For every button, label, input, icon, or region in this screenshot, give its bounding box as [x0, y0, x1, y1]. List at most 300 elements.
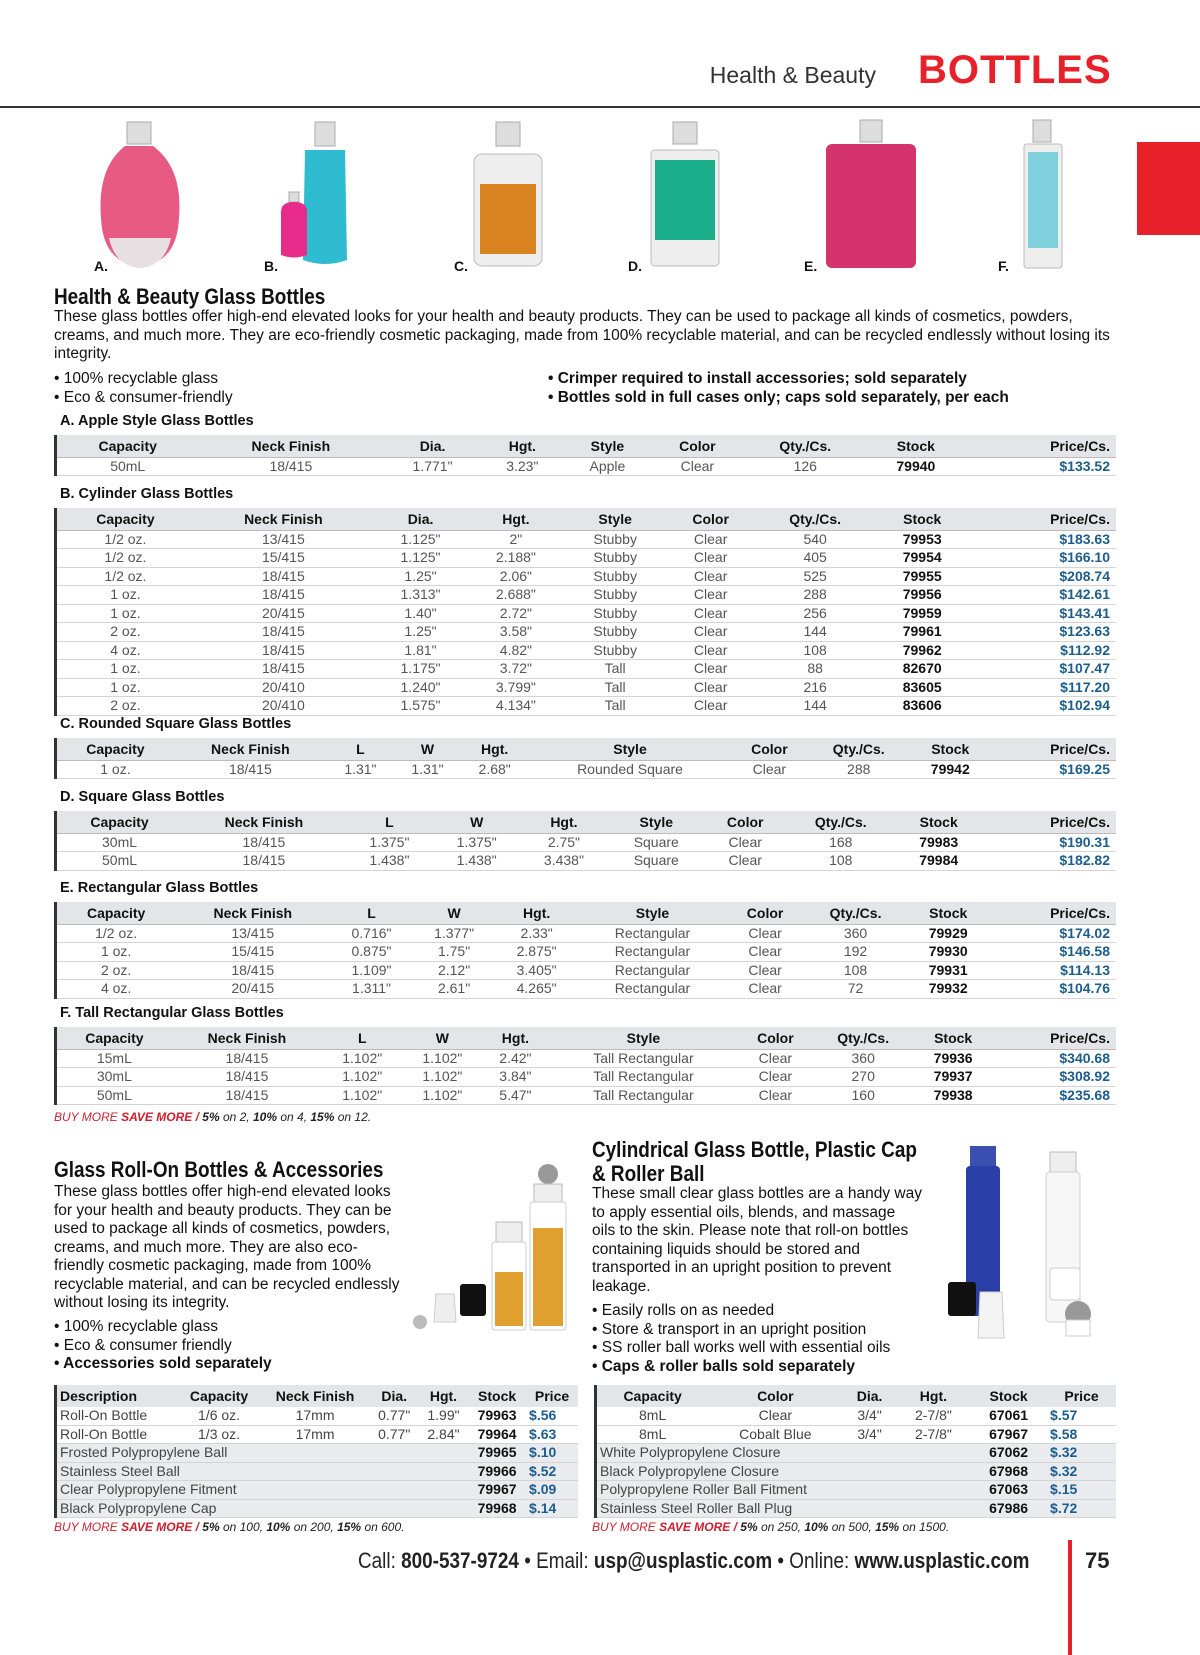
bottle-image-b — [275, 120, 365, 270]
table-cell: Tall Rectangular — [548, 1086, 738, 1105]
column-header: Hgt. — [520, 811, 607, 833]
contact-footer: Call: 800-537-9724 • Email: usp@usplastic.com • Online: www.usplastic.com — [358, 1548, 1030, 1573]
column-header: Capacity — [178, 1385, 261, 1407]
table-cell: 108 — [803, 961, 908, 980]
table-cell: Tall — [564, 660, 667, 679]
table-cell: 67063 — [970, 1481, 1047, 1500]
table-cell: $235.68 — [992, 1086, 1116, 1105]
column-header: Color — [727, 902, 803, 924]
table-cell: 3.799" — [468, 678, 563, 697]
side-tab — [1137, 142, 1200, 235]
table-cell: Apple — [563, 457, 652, 476]
table-cell: 15/415 — [194, 549, 373, 568]
table-cell: Clear — [667, 623, 755, 642]
column-header: Neck Finish — [172, 1027, 322, 1049]
accessory-row — [56, 1481, 579, 1500]
table-cell: Clear — [738, 1086, 812, 1105]
table-cell: Stainless Steel Ball — [56, 1462, 469, 1481]
table-cell: 18/415 — [194, 567, 373, 586]
table-cell: $.09 — [526, 1481, 578, 1500]
table-header-row — [56, 811, 1117, 833]
table-row — [56, 1068, 1117, 1087]
table-cell: 1.240" — [373, 678, 468, 697]
table-cell: Frosted Polypropylene Ball — [56, 1444, 469, 1463]
table-cell: $.32 — [1047, 1444, 1116, 1463]
column-header: Price/Cs. — [988, 902, 1116, 924]
table-cell: 1/2 oz. — [56, 567, 194, 586]
table-cell: Clear — [727, 980, 803, 999]
table-cell: Stubby — [564, 530, 667, 549]
table-cell: 144 — [755, 697, 876, 716]
table-cell: 8mL — [596, 1407, 709, 1425]
cylindrical-title-line1: Cylindrical Glass Bottle, Plastic Cap — [592, 1137, 917, 1162]
accessory-row — [596, 1462, 1117, 1481]
table-cell: 83606 — [876, 697, 969, 716]
table-cell: $104.76 — [988, 980, 1116, 999]
table-cell: 17mm — [261, 1407, 370, 1425]
table-header-row — [56, 1027, 1117, 1049]
column-header: Color — [708, 1385, 842, 1407]
column-header: Dia. — [370, 1385, 419, 1407]
table-cell: 79968 — [468, 1499, 526, 1518]
table-cell: Clear — [738, 1068, 812, 1087]
feature-item: • 100% recyclable glass — [54, 1318, 272, 1337]
table-cell: 79962 — [876, 641, 969, 660]
feature-item: • Bottles sold in full cases only; caps sold separately, per each — [548, 389, 1009, 408]
table-row — [56, 943, 1117, 962]
phone-link[interactable]: 800-537-9724 — [401, 1548, 519, 1573]
table-cell: 50mL — [56, 852, 183, 871]
table-cell: Stubby — [564, 604, 667, 623]
column-header: Neck Finish — [198, 435, 383, 457]
column-header: Dia. — [383, 435, 482, 457]
table-cell: 3.72" — [468, 660, 563, 679]
table-cell: $143.41 — [969, 604, 1116, 623]
feature-item: • Store & transport in an upright position — [592, 1321, 890, 1340]
table-cell: 1.102" — [402, 1086, 482, 1105]
table-row — [56, 697, 1117, 716]
spec-table-f — [54, 1027, 1116, 1105]
table-cell: $.56 — [526, 1407, 578, 1425]
column-header: Style — [578, 902, 727, 924]
table-cell: 360 — [812, 1049, 914, 1068]
column-header: Capacity — [56, 902, 176, 924]
table-cell: 1.313" — [373, 586, 468, 605]
table-cell: 3.405" — [495, 961, 578, 980]
table-cell: Clear — [708, 1407, 842, 1425]
table-cell: 1.102" — [402, 1068, 482, 1087]
table-cell: 18/415 — [172, 1086, 322, 1105]
column-header: Style — [563, 435, 652, 457]
promo-main: BUY MORE SAVE MORE / 5% on 2, 10% on 4, 15% on 12. — [54, 1110, 372, 1124]
accessory-row — [56, 1499, 579, 1518]
table-cell: 1 oz. — [56, 943, 176, 962]
table-row — [56, 660, 1117, 679]
table-cell: $166.10 — [969, 549, 1116, 568]
table-cell: Stainless Steel Roller Ball Plug — [596, 1499, 971, 1518]
table-cell: Square — [608, 833, 705, 852]
table-cell: Clear — [667, 678, 755, 697]
table-row — [56, 623, 1117, 642]
table-cell: 3.23" — [482, 457, 563, 476]
bottle-image-e — [820, 118, 920, 273]
table-cell: 1.102" — [322, 1068, 402, 1087]
table-header-row — [56, 435, 1117, 457]
column-header: Neck Finish — [182, 811, 346, 833]
table-cell: 79956 — [876, 586, 969, 605]
rollon-feature-list — [54, 1318, 272, 1374]
table-cell: $.32 — [1047, 1462, 1116, 1481]
column-header: Stock — [876, 508, 969, 530]
table-cell: 18/415 — [182, 833, 346, 852]
table-cell: 4.134" — [468, 697, 563, 716]
column-header: Color — [705, 811, 785, 833]
feature-item: • 100% recyclable glass — [54, 370, 233, 389]
section-label: Health & Beauty — [709, 62, 876, 88]
bottle-label-c: C. — [454, 258, 468, 274]
table-row — [56, 586, 1117, 605]
table-row — [56, 641, 1117, 660]
table-cell: Polypropylene Roller Ball Fitment — [596, 1481, 971, 1500]
table-cell: 79963 — [468, 1407, 526, 1425]
table-cell: 2.68" — [461, 760, 528, 779]
cylindrical-feature-list — [592, 1302, 890, 1376]
table-cell: 144 — [755, 623, 876, 642]
table-cell: Tall — [564, 678, 667, 697]
table-cell: $146.58 — [988, 943, 1116, 962]
table-cell: 1 oz. — [56, 678, 194, 697]
table-row — [56, 604, 1117, 623]
table-cell: 168 — [785, 833, 896, 852]
column-header: Qty./Cs. — [803, 902, 908, 924]
table-cell: $182.82 — [981, 852, 1116, 871]
column-header: Style — [608, 811, 705, 833]
table-cell: 2.188" — [468, 549, 563, 568]
table-cell: 2.42" — [482, 1049, 548, 1068]
column-header: Style — [548, 1027, 738, 1049]
table-cell: Clear — [738, 1049, 812, 1068]
table-cell: $208.74 — [969, 567, 1116, 586]
table-cell: 1 oz. — [56, 604, 194, 623]
table-cell: 1.375" — [433, 833, 520, 852]
column-header: W — [394, 738, 461, 760]
table-row — [596, 1407, 1117, 1425]
table-row — [56, 567, 1117, 586]
table-cell: 2.75" — [520, 833, 607, 852]
table-cell: $142.61 — [969, 586, 1116, 605]
table-cell: 0.77" — [370, 1425, 419, 1444]
table-cell: $174.02 — [988, 924, 1116, 943]
table-cell: 2-7/8" — [897, 1407, 970, 1425]
column-header: Capacity — [596, 1385, 709, 1407]
table-cell: 18/415 — [194, 623, 373, 642]
table-cell: Clear — [667, 697, 755, 716]
table-cell: Roll-On Bottle — [56, 1407, 178, 1425]
bottle-image-a — [95, 118, 185, 273]
promo-rollon: BUY MORE SAVE MORE / 5% on 100, 10% on 200, 15% on 600. — [54, 1520, 405, 1534]
table-cell: 1.125" — [373, 530, 468, 549]
table-cell: 3.438" — [520, 852, 607, 871]
table-header-row — [56, 902, 1117, 924]
table-cell: $102.94 — [969, 697, 1116, 716]
accessory-row — [56, 1462, 579, 1481]
column-header: Color — [732, 738, 807, 760]
column-header: L — [330, 902, 413, 924]
table-row — [56, 1086, 1117, 1105]
column-header: Capacity — [56, 811, 183, 833]
table-cell: Rectangular — [578, 961, 727, 980]
table-cell: Clear — [667, 641, 755, 660]
table-cell: 2-7/8" — [897, 1425, 970, 1444]
table-cell: 216 — [755, 678, 876, 697]
table-cell: $183.63 — [969, 530, 1116, 549]
table-cell: Rounded Square — [528, 760, 732, 779]
table-cell: Rectangular — [578, 943, 727, 962]
table-cell: 79955 — [876, 567, 969, 586]
column-header: Hgt. — [897, 1385, 970, 1407]
spec-table-e — [54, 902, 1116, 999]
table-cell: 1.438" — [433, 852, 520, 871]
column-header: Stock — [910, 738, 990, 760]
table-title-c: C. Rounded Square Glass Bottles — [60, 716, 292, 732]
bottle-image-f — [1018, 118, 1068, 273]
table-cell: 1 oz. — [56, 760, 174, 779]
feature-item: • Accessories sold separately — [54, 1355, 272, 1374]
table-cell: 79961 — [876, 623, 969, 642]
table-cell: 79964 — [468, 1425, 526, 1444]
table-cell: 67967 — [970, 1425, 1047, 1444]
table-cell: 1.771" — [383, 457, 482, 476]
table-header-row — [596, 1385, 1117, 1407]
table-cell: 108 — [785, 852, 896, 871]
table-cell: 1.311" — [330, 980, 413, 999]
feature-item: • Eco & consumer-friendly — [54, 389, 233, 408]
table-header-row — [56, 738, 1117, 760]
table-cell: 3.58" — [468, 623, 563, 642]
table-cell: $.63 — [526, 1425, 578, 1444]
table-cell: Clear — [705, 833, 785, 852]
table-row — [56, 833, 1117, 852]
table-cell: 2 oz. — [56, 961, 176, 980]
table-cell: 79954 — [876, 549, 969, 568]
table-row — [56, 852, 1117, 871]
table-cell: 1.99" — [419, 1407, 468, 1425]
table-cell: $107.47 — [969, 660, 1116, 679]
bottle-label-d: D. — [628, 258, 642, 274]
table-cell: 288 — [807, 760, 911, 779]
table-cell: Tall Rectangular — [548, 1049, 738, 1068]
column-header: Capacity — [56, 1027, 172, 1049]
table-cell: $.15 — [1047, 1481, 1116, 1500]
column-header: Hgt. — [468, 508, 563, 530]
table-cell: 288 — [755, 586, 876, 605]
table-cell: 4 oz. — [56, 980, 176, 999]
feature-item: • Easily rolls on as needed — [592, 1302, 890, 1321]
table-cell: Stubby — [564, 586, 667, 605]
table-row — [596, 1425, 1117, 1444]
spec-table-d — [54, 811, 1116, 871]
table-row — [56, 961, 1117, 980]
table-cell: 2" — [468, 530, 563, 549]
table-cell: 18/415 — [198, 457, 383, 476]
table-cell: 79932 — [908, 980, 989, 999]
table-cell: 72 — [803, 980, 908, 999]
table-cell: 2.72" — [468, 604, 563, 623]
column-header: Style — [528, 738, 732, 760]
column-header: Neck Finish — [175, 902, 330, 924]
header-rule — [0, 106, 1200, 108]
table-cell: 160 — [812, 1086, 914, 1105]
feature-list-right — [548, 370, 1009, 407]
table-cell: 1.40" — [373, 604, 468, 623]
rollon-product-image — [408, 1162, 588, 1337]
table-cell: 1/3 oz. — [178, 1425, 261, 1444]
table-cell: 2.688" — [468, 586, 563, 605]
table-cell: 2 oz. — [56, 697, 194, 716]
table-cell: 1.25" — [373, 567, 468, 586]
table-header-row — [56, 508, 1117, 530]
table-cell: 79929 — [908, 924, 989, 943]
table-cell: Stubby — [564, 549, 667, 568]
table-cell: $340.68 — [992, 1049, 1116, 1068]
table-cell: 3.84" — [482, 1068, 548, 1087]
website-link[interactable]: www.usplastic.com — [854, 1548, 1030, 1573]
column-header: Stock — [914, 1027, 992, 1049]
table-cell: Cobalt Blue — [708, 1425, 842, 1444]
column-header: Color — [652, 435, 743, 457]
table-cell: 4 oz. — [56, 641, 194, 660]
table-cell: 18/415 — [194, 586, 373, 605]
table-cell: 192 — [803, 943, 908, 962]
table-title-e: E. Rectangular Glass Bottles — [60, 880, 259, 896]
cylindrical-table — [594, 1385, 1116, 1518]
table-cell: 1.575" — [373, 697, 468, 716]
column-header: Qty./Cs. — [812, 1027, 914, 1049]
table-cell: 1.102" — [322, 1049, 402, 1068]
table-cell: Clear — [732, 760, 807, 779]
table-cell: Black Polypropylene Cap — [56, 1499, 469, 1518]
spec-table-b — [54, 508, 1116, 716]
column-header: W — [433, 811, 520, 833]
column-header: Style — [564, 508, 667, 530]
table-header-row — [56, 1385, 579, 1407]
table-cell: 1.375" — [346, 833, 433, 852]
rollon-table — [54, 1385, 578, 1518]
table-cell: 20/415 — [194, 604, 373, 623]
table-cell: 50mL — [56, 1086, 172, 1105]
column-header: L — [322, 1027, 402, 1049]
cylindrical-title-line2: & Roller Ball — [592, 1161, 705, 1186]
table-cell: 1.25" — [373, 623, 468, 642]
column-header: Qty./Cs. — [755, 508, 876, 530]
table-cell: 2.875" — [495, 943, 578, 962]
table-cell: 79983 — [896, 833, 981, 852]
promo-cylindrical: BUY MORE SAVE MORE / 5% on 250, 10% on 500, 15% on 1500. — [592, 1520, 950, 1534]
column-header: Color — [738, 1027, 812, 1049]
table-cell: 13/415 — [175, 924, 330, 943]
feature-item: • Caps & roller balls sold separately — [592, 1358, 890, 1377]
column-header: Hgt. — [419, 1385, 468, 1407]
table-cell: 18/415 — [194, 660, 373, 679]
table-cell: 1.31" — [394, 760, 461, 779]
feature-item: • Eco & consumer friendly — [54, 1337, 272, 1356]
table-cell: 108 — [755, 641, 876, 660]
column-header: Capacity — [56, 508, 194, 530]
column-header: L — [327, 738, 394, 760]
table-cell: 1.75" — [413, 943, 496, 962]
table-cell: 79936 — [914, 1049, 992, 1068]
table-cell: Clear — [667, 586, 755, 605]
table-cell: 79931 — [908, 961, 989, 980]
column-header: Price/Cs. — [969, 508, 1116, 530]
rollon-title: Glass Roll-On Bottles & Accessories — [54, 1157, 384, 1182]
table-cell: Stubby — [564, 641, 667, 660]
table-cell: 18/415 — [174, 760, 327, 779]
table-cell: 79967 — [468, 1481, 526, 1500]
table-cell: 18/415 — [175, 961, 330, 980]
section-description: These glass bottles offer high-end elevated looks for your health and beauty products. They can be used to package all kinds of cosmetics, powders, creams, and much more. They are eco-friendly cosmetic packaging, made from 100% recyclable material, and can be recycled endlessly without losing its integrity. — [54, 308, 1110, 362]
table-cell: 67986 — [970, 1499, 1047, 1518]
table-cell: 18/415 — [172, 1068, 322, 1087]
table-cell: 30mL — [56, 833, 183, 852]
bottle-image-d — [645, 120, 725, 270]
table-row — [56, 760, 1117, 779]
table-cell: $190.31 — [981, 833, 1116, 852]
table-cell: Roll-On Bottle — [56, 1425, 178, 1444]
page-title: BOTTLES — [918, 48, 1112, 92]
column-header: Neck Finish — [261, 1385, 370, 1407]
table-cell: 1.31" — [327, 760, 394, 779]
email-link[interactable]: usp@usplastic.com — [593, 1548, 773, 1573]
column-header: Color — [667, 508, 755, 530]
column-header: Neck Finish — [174, 738, 327, 760]
table-cell: 1.102" — [322, 1086, 402, 1105]
table-cell: $112.92 — [969, 641, 1116, 660]
table-row — [56, 1425, 579, 1444]
table-cell: 20/410 — [194, 678, 373, 697]
column-header: Price/Cs. — [990, 738, 1116, 760]
table-cell: 1 oz. — [56, 660, 194, 679]
table-cell: 79984 — [896, 852, 981, 871]
table-title-a: A. Apple Style Glass Bottles — [60, 413, 254, 429]
table-cell: 20/415 — [175, 980, 330, 999]
bottle-label-f: F. — [998, 258, 1009, 274]
spec-table-c — [54, 738, 1116, 779]
column-header: Dia. — [373, 508, 468, 530]
table-cell: $.72 — [1047, 1499, 1116, 1518]
bottle-image-c — [468, 120, 548, 270]
cylindrical-description: These small clear glass bottles are a handy way to apply essential oils, blends, and massage oils to the skin. Please note that roll-on bottles containing liquids should be stored and transported in an upright position to prevent leakage. — [592, 1185, 922, 1295]
column-header: Price/Cs. — [981, 811, 1116, 833]
column-header: Stock — [468, 1385, 526, 1407]
table-cell: Clear — [667, 604, 755, 623]
table-cell: Clear — [667, 530, 755, 549]
table-cell: 79953 — [876, 530, 969, 549]
table-cell: $.10 — [526, 1444, 578, 1463]
table-cell: 79937 — [914, 1068, 992, 1087]
table-title-f: F. Tall Rectangular Glass Bottles — [60, 1005, 284, 1021]
table-cell: $169.25 — [990, 760, 1116, 779]
table-row — [56, 678, 1117, 697]
table-cell: 67968 — [970, 1462, 1047, 1481]
table-cell: 79938 — [914, 1086, 992, 1105]
table-cell: 8mL — [596, 1425, 709, 1444]
table-cell: Clear — [667, 660, 755, 679]
table-cell: 13/415 — [194, 530, 373, 549]
table-cell: 2 oz. — [56, 623, 194, 642]
column-header: Neck Finish — [194, 508, 373, 530]
table-cell: Stubby — [564, 623, 667, 642]
